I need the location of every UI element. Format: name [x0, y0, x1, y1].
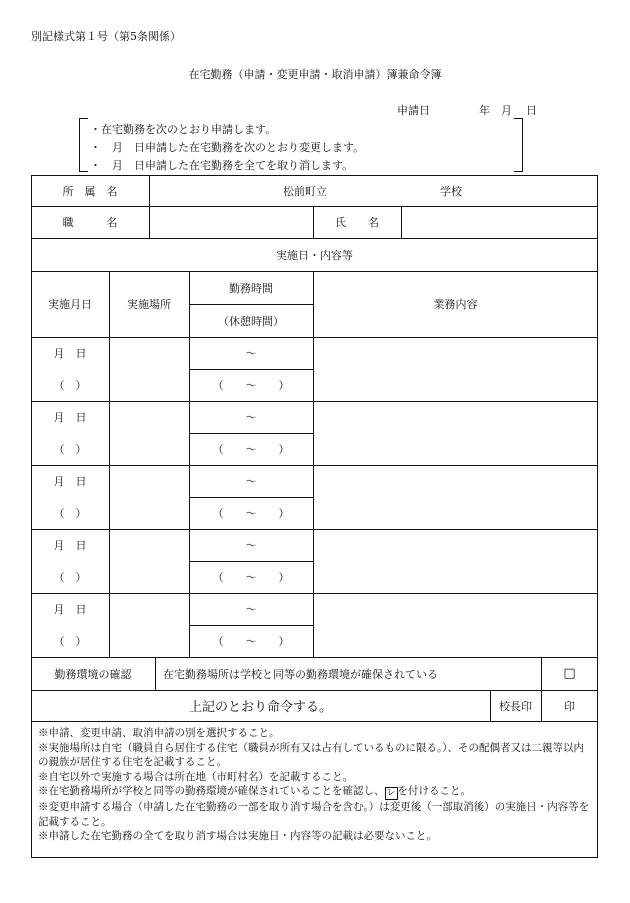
rule	[31, 593, 598, 594]
note-4-suffix: を付けること。	[397, 785, 471, 797]
row-hours[interactable]: 〜	[245, 347, 257, 360]
row-weekday[interactable]: （ ）	[53, 635, 87, 648]
rule	[31, 721, 598, 722]
application-date-month: 月	[501, 104, 512, 117]
column-header-place: 実施場所	[127, 298, 171, 311]
position-label: 職 名	[62, 216, 118, 229]
rule	[149, 175, 150, 238]
application-date-label: 申請日	[397, 104, 430, 117]
env-text: 在宅勤務場所は学校と同等の勤務環境が確保されている	[163, 668, 438, 681]
row-weekday[interactable]: （ ）	[53, 443, 87, 456]
seal-mark[interactable]: 印	[564, 699, 575, 713]
form-code: 別記様式第１号（第5条関係）	[31, 30, 181, 43]
notes	[38, 726, 594, 844]
rule	[155, 657, 156, 690]
affiliation-school: 学校	[440, 184, 462, 198]
row-break[interactable]: （ 〜 ）	[212, 443, 290, 456]
option-cancel[interactable]: ・ 月 日申請した在宅勤務を全てを取り消します。	[90, 159, 354, 172]
column-header-date: 実施月日	[48, 298, 92, 311]
row-break[interactable]: （ 〜 ）	[212, 571, 290, 584]
school-name-field[interactable]	[340, 181, 428, 199]
row-hours[interactable]: 〜	[245, 603, 257, 616]
application-date-year: 年	[479, 104, 490, 117]
option-apply[interactable]: ・在宅勤務を次のとおり申請します。	[90, 123, 277, 136]
options-bracket-left	[79, 118, 88, 172]
row-break[interactable]: （ 〜 ）	[212, 635, 290, 648]
position-field[interactable]	[151, 208, 311, 236]
row-date[interactable]: 月 日	[53, 539, 87, 552]
rule	[31, 337, 598, 338]
form-title: 在宅勤務（申請・変更申請・取消申請）簿兼命令簿	[188, 68, 442, 81]
env-label: 勤務環境の確認	[54, 667, 132, 681]
section-header: 実施日・内容等	[276, 248, 353, 262]
order-text: 上記のとおり命令する。	[188, 700, 332, 715]
name-label: 氏 名	[335, 216, 379, 229]
row-date[interactable]: 月 日	[53, 475, 87, 488]
row-weekday[interactable]: （ ）	[53, 571, 87, 584]
application-date-day: 日	[526, 104, 537, 117]
rule	[31, 529, 598, 530]
note-5: ※変更申請する場合（申請した在宅勤務の一部を取り消す場合を含む。）は変更後（一部取消後）の実施日・内容等を記載すること。	[38, 801, 590, 828]
column-header-hours: 勤務時間	[229, 281, 273, 295]
principal-seal-label: 校長印	[499, 699, 532, 713]
affiliation-town: 松前町立	[283, 184, 327, 198]
row-break[interactable]: （ 〜 ）	[212, 379, 290, 392]
note-2: ※実施場所は自宅（職員自ら居住する住宅（職員が所有又は占有しているものに限る。）、その配偶者又は二親等以内の親族が居住する住宅を記載すること。	[38, 741, 584, 768]
affiliation-label: 所 属 名	[62, 184, 118, 198]
name-field[interactable]	[403, 208, 596, 236]
row-date[interactable]: 月 日	[53, 411, 87, 424]
options-bracket-right	[514, 118, 523, 172]
column-header-content: 業務内容	[433, 298, 478, 311]
row-weekday[interactable]: （ ）	[53, 507, 87, 520]
row-weekday[interactable]: （ ）	[53, 379, 87, 392]
note-6: ※申請した在宅勤務の全てを取り消す場合は実施日・内容等の記載は必要ないこと。	[38, 830, 437, 842]
note-1: ※申請、変更申請、取消申請の別を選択すること。	[38, 727, 280, 739]
row-hours[interactable]: 〜	[245, 475, 257, 488]
row-date[interactable]: 月 日	[53, 603, 87, 616]
row-date[interactable]: 月 日	[53, 347, 87, 360]
row-break[interactable]: （ 〜 ）	[212, 507, 290, 520]
note-4	[38, 784, 594, 800]
column-header-break: （休憩時間）	[218, 314, 284, 328]
rule	[401, 206, 402, 238]
checkmark-icon: レ	[386, 788, 396, 798]
option-change[interactable]: ・ 月 日申請した在宅勤務を次のとおり変更します。	[90, 141, 365, 154]
env-checkbox[interactable]: □	[563, 666, 576, 681]
rule	[31, 465, 598, 466]
rule	[31, 401, 598, 402]
note-3: ※自宅以外で実施する場合は所在地（市町村名）を記載すること。	[38, 770, 353, 783]
row-hours[interactable]: 〜	[245, 411, 257, 424]
row-hours[interactable]: 〜	[245, 539, 257, 552]
note-4-text: ※在宅勤務場所が学校と同等の勤務環境が確保されていることを確認し、	[38, 785, 385, 797]
